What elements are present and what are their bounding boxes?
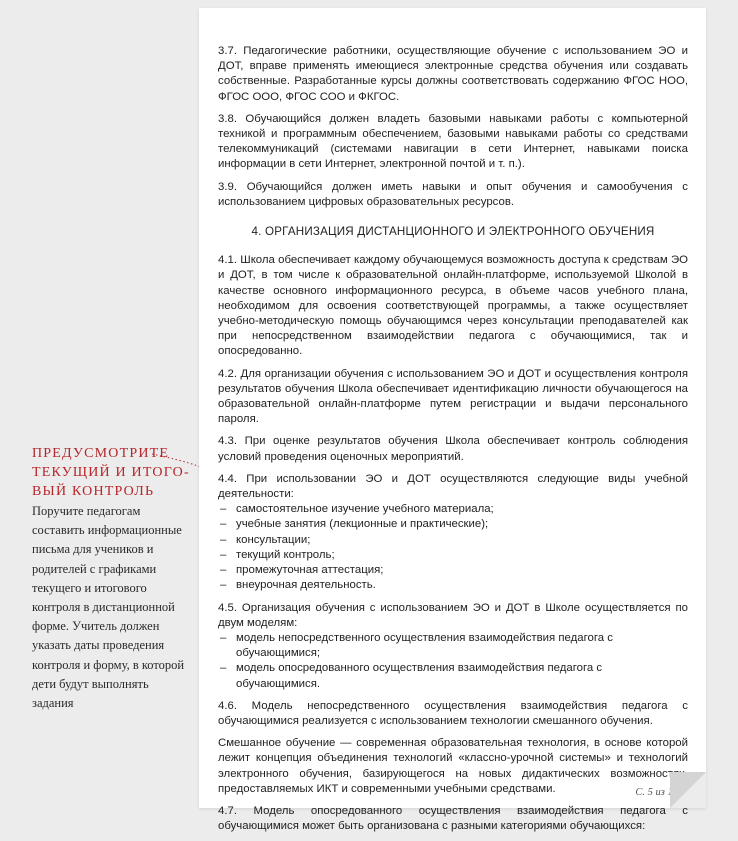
paragraph-3-8: 3.8. Обучающийся должен владеть базовыми навыками работы с компьютерной техникой и программным обеспечением, базовыми навыками работы со средствами телекоммуникаций (системами навигации в сети Интернет, навыками поиска информации в сети Интернет, электронной почтой и т. п.). (218, 112, 688, 171)
sidebar-body: Поручите педагогам составить информационные письма для учеников и родителей с графиками текущего и итогового контроля в дистанционной форме. Учитель должен указать даты проведения контроля и форму, в которой дети будут выполнять задания (32, 504, 185, 711)
paragraph-mixed-learning: Смешанное обучение — современная образовательная технология, в основе которой лежит концепция объединения технологий «классно-урочной системы» и технологий электронного обучения, базирующегося на новых дидактических возможностях, предоставляемых ИКТ и современными учебными средствами. (218, 737, 688, 795)
paragraph-4-5: 4.5. Организация обучения с использованием ЭО и ДОТ в Школе осуществляется по двум моделям: (218, 601, 688, 629)
page-corner-fold (670, 772, 706, 808)
list-item: – внеурочная деятельность. (220, 579, 376, 592)
paragraph-4-2: 4.2. Для организации обучения с использованием ЭО и ДОТ и осуществления контроля результатов обучения Школа обеспечивает идентификацию личности обучающегося на образовательной онлайн-платформе путем регистрации и выдачи персонального пароля. (218, 367, 688, 426)
list-item: – консультации; (220, 533, 311, 546)
page-number: С. 5 из 12 (635, 787, 678, 798)
document-page (199, 8, 706, 833)
sidebar-heading: ПРЕДУСМОТРИТЕ ТЕКУЩИЙ И ИТОГО-ВЫЙ КОНТРОЛЬ (32, 446, 190, 499)
document-content (218, 44, 688, 841)
list-item: – учебные занятия (лекционные и практические); (220, 518, 489, 531)
paragraph-4-6: 4.6. Модель непосредственного осуществления взаимодействия педагога с обучающимися реализуется с использованием технологии смешанного обучения. (218, 699, 688, 727)
paragraph-3-7: 3.7. Педагогические работники, осуществляющие обучение с использованием ЭО и ДОТ, вправе применять имеющиеся электронные средства обучения или создавать собственные. Разработанные курсы должны соответствовать содержанию ФГОС НОО, ФГОС ООО, ФГОС СОО и ФКГОС. (218, 45, 688, 103)
paragraph-3-9: 3.9. Обучающийся должен иметь навыки и опыт обучения и самообучения с использованием цифровых образовательных ресурсов. (218, 180, 688, 208)
paragraph-4-4: 4.4. При использовании ЭО и ДОТ осуществляются следующие виды учебной деятельности: (218, 472, 688, 501)
activity-list (218, 502, 688, 593)
section-4-heading: 4. ОРГАНИЗАЦИЯ ДИСТАНЦИОННОГО И ЭЛЕКТРОННОГО ОБУЧЕНИЯ (251, 225, 655, 239)
list-item: – самостоятельное изучение учебного материала; (220, 503, 494, 516)
paragraph-4-3: 4.3. При оценке результатов обучения Школа обеспечивает контроль соблюдения условий проведения оценочных мероприятий. (218, 435, 688, 463)
list-item: – модель непосредственного осуществления взаимодействия педагога с обучающимися; (220, 631, 613, 660)
list-item: – промежуточная аттестация; (220, 564, 384, 577)
models-list (218, 631, 688, 692)
list-item: – текущий контроль; (220, 548, 335, 561)
list-item: – модель опосредованного осуществления взаимодействия педагога с обучающимися. (220, 662, 603, 690)
paragraph-4-7: 4.7. Модель опосредованного осуществления взаимодействия педагога с обучающимися может быть организована с разными категориями обучающихся: (218, 804, 688, 833)
paragraph-4-1: 4.1. Школа обеспечивает каждому обучающемуся возможность доступа к средствам ЭО и ДОТ, в том числе к образовательной онлайн-платформе, используемой Школой в качестве основного информационного ресурса, в объеме часов учебного плана, необходимом для освоения соответствующей программы, а также осуществляет учебно-методическую помощь обучающимся через консультации преподавателей как при непосредственном взаимодействии педагога с обучающимися, так и опосредованно. (218, 254, 688, 358)
sidebar-note (32, 444, 192, 713)
